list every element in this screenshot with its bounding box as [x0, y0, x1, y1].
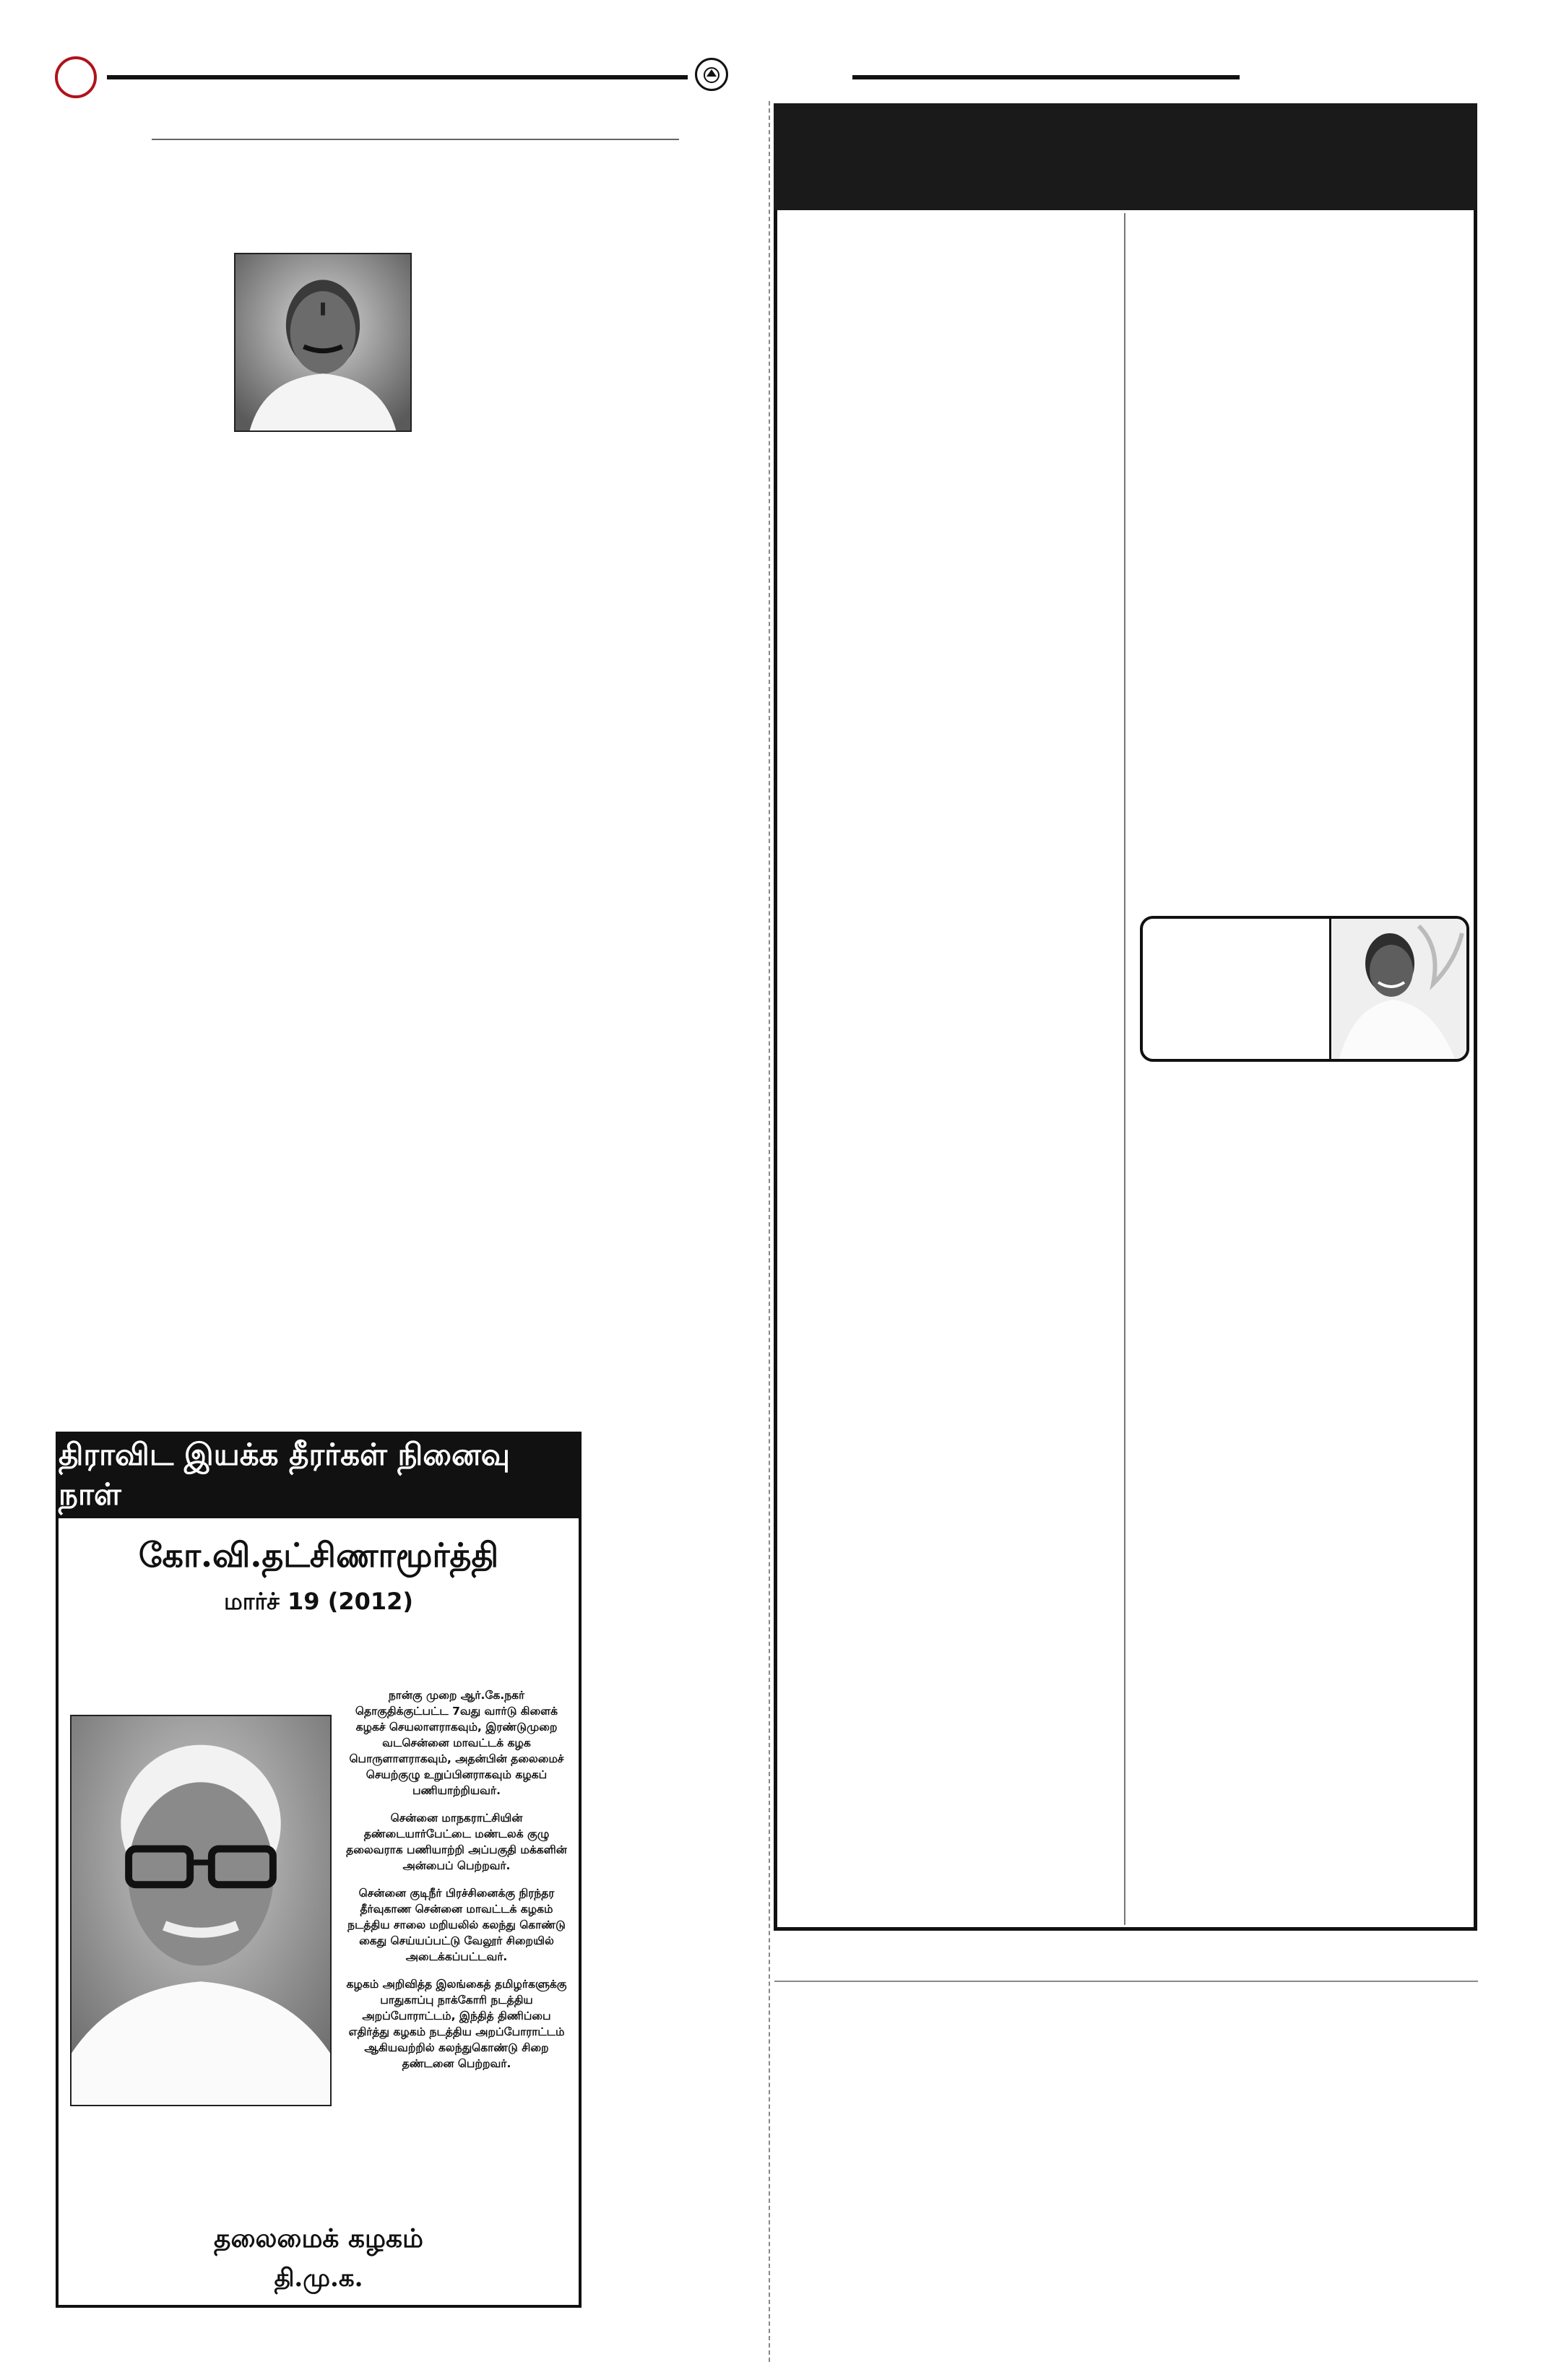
memorial-header: திராவிட இயக்க தீரர்கள் நினைவு நாள் — [59, 1435, 579, 1518]
memorial-footer-party: தி.மு.க. — [274, 2264, 363, 2293]
memorial-notice — [56, 1432, 582, 2308]
memorial-footer-org: தலைமைக் கழகம் — [214, 2223, 423, 2254]
memorial-paragraph: சென்னை குடிநீர் பிரச்சினைக்கு நிரந்தர தீர்வுகாண சென்னை மாவட்டக் கழகம் நடத்திய சாலை மறியலில் கலந்து கொண்டு கைது செய்யப்பட்டு வேலூர் சிறையில் அடைக்கப்பட்டவர். — [347, 1887, 566, 1963]
left-column-rule — [152, 139, 679, 140]
memorial-paragraph: கழகம் அறிவித்த இலங்கைத் தமிழர்களுக்கு பாதுகாப்பு நாக்கோரி நடத்திய அறப்போராட்டம், இந்தித் திணிப்பை எதிர்த்து கழகம் நடத்திய அறப்போராட்டம் ஆகியவற்றில் கலந்துகொண்டு சிறை தண்டனை பெற்றவர். — [346, 1978, 567, 2070]
quote-box — [1140, 916, 1469, 1062]
header-rule-right — [852, 75, 1240, 79]
right-article-column-divider — [1124, 213, 1125, 1925]
memorial-paragraph: நான்கு முறை ஆர்.கே.நகர் தொகுதிக்குட்பட்ட 7வது வார்டு கிளைக் கழகச் செயலாளராகவும், இரண்டுமுறை வடசென்னை மாவட்டக் கழக பொருளாளராகவும், அதன்பின் தலைமைச் செயற்குழு உறுப்பினராகவும் கழகப் பணியாற்றியவர். — [349, 1689, 564, 1797]
memorial-name: கோ.வி.தட்சிணாமூர்த்தி — [138, 1536, 499, 1575]
header-rule-left — [107, 75, 688, 79]
right-article-header-band — [774, 103, 1477, 210]
memorial-date: மார்ச் 19 (2012) — [223, 1588, 414, 1615]
right-bottom-rule — [774, 1981, 1478, 1982]
portrait-photo — [234, 253, 412, 432]
memorial-description — [340, 1687, 573, 2083]
page-number-circle — [55, 56, 97, 98]
column-divider — [769, 101, 770, 2362]
memorial-photo — [70, 1715, 332, 2106]
party-emblem-icon — [695, 58, 728, 91]
quote-photo — [1332, 919, 1466, 1059]
memorial-paragraph: சென்னை மாநகராட்சியின் தண்டையார்பேட்டை மண்டலக் குழு தலைவராக பணியாற்றி அப்பகுதி மக்களின் அன்பைப் பெற்றவர். — [346, 1812, 567, 1872]
